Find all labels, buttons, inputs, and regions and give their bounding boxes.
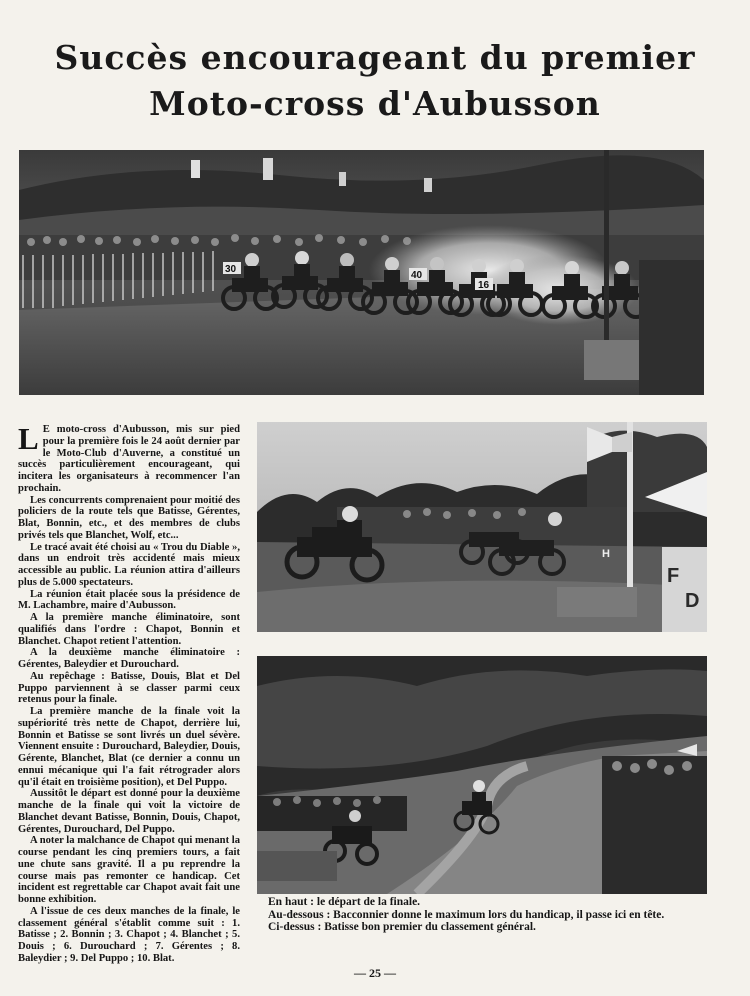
sign-letter: F xyxy=(667,565,680,587)
drop-cap: L xyxy=(18,421,39,456)
rider-number-plate: 40 xyxy=(411,270,423,281)
sign-letter: H xyxy=(602,548,610,560)
photo-bacconnier-handicap-image xyxy=(257,422,707,632)
sign-letter: D xyxy=(685,590,700,612)
article-paragraph: A l'issue de ces deux manches de la finale, le classement général s'établit comme suit : 1. Batisse ; 2. Bonnin ; 3. Chapot ; 4. Blanchet ; 5. Douis ; 6. Durouchard ; 7. Gérentes ; 8. Baleydier ; 9. Del Puppo ; 10. Blat. xyxy=(18,905,240,964)
photo-batisse-slope xyxy=(257,656,707,894)
article-paragraph: Aussitôt le départ est donné pour la deuxième manche de la finale qui voit la victoire de Blanchet devant Batisse, Bonnin, Douis, Chapot, Gérentes, Durouchard, Del Puppo. xyxy=(18,788,240,835)
headline-line-2: Moto-cross d'Aubusson xyxy=(149,84,601,123)
caption-middle-photo: Au-dessous : Bacconnier donne le maximum lors du handicap, il passe ici en tête. xyxy=(268,908,665,921)
article-paragraph: La réunion était placée sous la présidence de M. Lachambre, maire d'Aubusson. xyxy=(18,588,240,612)
rider-number-plate: 30 xyxy=(225,264,237,275)
photo-batisse-slope-image xyxy=(257,656,707,894)
caption-bottom-photo: Ci-dessus : Batisse bon premier du classement général. xyxy=(268,921,536,933)
caption-top-photo: En haut : le départ de la finale. xyxy=(268,896,421,908)
rider-number-plate: 16 xyxy=(478,280,490,291)
article-paragraph: La première manche de la finale voit la supériorité très nette de Chapot, derrière lui, Bonnin et Batisse se sont livrés un duel sévère. Viennent ensuite : Durouchard, Baleydier, Douis, Gérente, Blanchet, Blat (ce dernier a connu un ennui mécanique qui l'a fait rétrograder alors qu'il était en troisième position), et Del Puppo. xyxy=(18,706,240,788)
photo-captions xyxy=(268,896,708,934)
article-paragraph: A la deuxième manche éliminatoire : Gérentes, Baleydier et Durouchard. xyxy=(18,647,240,670)
photo-start-of-final xyxy=(19,150,704,395)
article-paragraph: A la première manche éliminatoire, sont qualifiés dans l'ordre : Chapot, Bonnin et Blanchet. Chapot retient l'attention. xyxy=(18,612,240,647)
photo-bacconnier-handicap xyxy=(257,422,707,632)
article-paragraph: Les concurrents comprenaient pour moitié des policiers de la route tels que Batisse, Gérentes, Blat, Bonnin, etc., et des membres de clubs privés tels que Blanchet, Wolf, etc... xyxy=(18,494,240,541)
article-paragraph: A noter la malchance de Chapot qui menant la course pendant les cinq premiers tours, a fait une chute sans gravité. Il a pu reprendre la course mais pas remonter ce handicap. Cet incident est regrettable car Chapot avait fait une bonne exhibition. xyxy=(18,835,240,905)
headline-line-1: Succès encourageant du premier xyxy=(54,38,696,77)
article-body xyxy=(18,421,240,965)
page-number: — 25 — xyxy=(354,966,396,980)
article-paragraph-1: L E moto-cross d'Aubusson, mis sur pied pour la première fois le 24 août dernier par le Moto-Club d'Auverne, a constitué un succès particulièrement encourageant, qui incitera les organisateurs à recommencer l'an prochain. xyxy=(18,421,240,494)
article-paragraph: Le tracé avait été choisi au « Trou du Diable », dans un endroit très accidenté mais mieux accessible au public. La réunion attira d'ailleurs plus de 5.000 spectateurs. xyxy=(18,541,240,588)
photo-start-of-final-image xyxy=(19,150,704,395)
article-paragraph: Au repêchage : Batisse, Douis, Blat et Del Puppo parviennent à se classer parmi ceux retenus pour la finale. xyxy=(18,670,240,706)
